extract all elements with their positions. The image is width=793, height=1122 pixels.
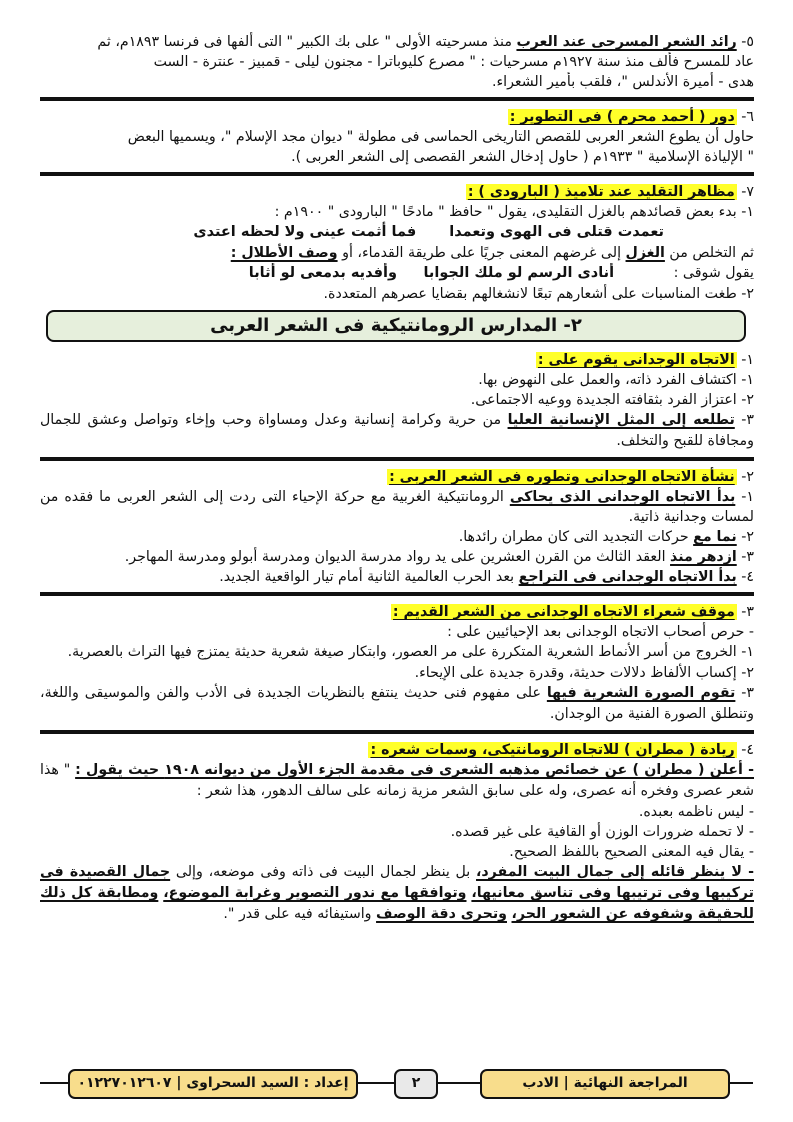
romantic-s3-intro: - حرص أصحاب الاتجاه الوجدانى بعد الإحيائيين على : bbox=[447, 624, 754, 640]
underlined-term: ومطابقة كل ذلك للحقيقة وشفوفه عن الشعور الحر، bbox=[40, 885, 754, 922]
text: من حرية وكرامة إنسانية وعدل ومساواة وحب وإخاء وتواصل وعشق للجمال ومجافاة للقبح والتخلف. bbox=[40, 412, 754, 449]
romantic-s1-heading bbox=[40, 350, 754, 370]
footer-author-box: إعداد : السيد السحراوى | ٠١٢٢٧٠١٢٦٠٧ bbox=[68, 1069, 358, 1099]
underlined-term: بدأ الاتجاه الوجدانى فى التراجع bbox=[518, 569, 737, 585]
underlined-term: بدأ الاتجاه الوجدانى الذى يحاكى bbox=[509, 489, 736, 505]
item-number: ١- bbox=[741, 352, 754, 368]
page-footer bbox=[0, 1064, 793, 1104]
text: واستيفائه فيه على قدر ". bbox=[223, 906, 372, 922]
romantic-s1-p3 bbox=[40, 410, 754, 452]
romantic-s3-title: موقف شعراء الاتجاه الوجدانى من الشعر القديم : bbox=[392, 604, 735, 620]
item-5-title: رائد الشعر المسرحى عند العرب bbox=[516, 34, 737, 50]
underlined-term: وتحرى دقة الوصف bbox=[376, 906, 507, 922]
item-7-heading bbox=[40, 182, 754, 202]
romantic-s2-p1 bbox=[40, 487, 754, 527]
text: بعد الحرب العالمية الثانية أمام تيار الواقعية الجديد. bbox=[219, 569, 515, 585]
divider bbox=[40, 592, 754, 596]
item-5-line-3: هدى - أميرة الأندلس "، فلقب بأمير الشعراء. bbox=[491, 74, 754, 90]
item-7-point-2: ٢- طغت المناسبات على أشعارهم تبعًا لانشغالهم بقضايا عصرهم المتعددة. bbox=[323, 286, 754, 302]
item-number: ٦- bbox=[741, 109, 754, 125]
divider bbox=[40, 457, 754, 461]
verse-hemistich-1: أنادى الرسم لو ملك الجوابا bbox=[423, 265, 615, 281]
romantic-s4-p1 bbox=[40, 760, 754, 802]
underlined-term: نما مع bbox=[693, 529, 737, 545]
item-number: ٤- bbox=[741, 569, 754, 585]
document-page bbox=[40, 32, 754, 925]
underlined-term: تطلعه إلى المثل الإنسانية العليا bbox=[507, 412, 735, 428]
item-number: ٣- bbox=[741, 412, 754, 428]
romantic-s3-p3 bbox=[40, 683, 754, 725]
divider bbox=[40, 730, 754, 734]
romantic-s2-p2 bbox=[40, 527, 754, 547]
romantic-s2-p4 bbox=[40, 567, 754, 587]
text: إلى غرضهم المعنى جريًا على طريقة القدماء، أو bbox=[342, 245, 622, 261]
item-6-heading bbox=[40, 107, 754, 127]
romantic-s3-heading bbox=[40, 602, 754, 622]
romantic-s4-b3: - يقال فيه المعنى الصحيح باللفظ الصحيح. bbox=[509, 844, 754, 860]
verse-hemistich-2: وأفديه بدمعى لو أثابا bbox=[248, 265, 397, 281]
item-5-text: منذ مسرحيته الأولى " على بك الكبير " التى ألفها فى فرنسا ١٨٩٣م، ثم bbox=[97, 34, 512, 50]
text: الرومانتيكية الغربية مع حركة الإحياء التى ردت إلى الشعر العربى ما فقده من لمسات وجدانية ذاتية. bbox=[40, 489, 754, 525]
item-7-point-1: ١- بدء بعض قصائدهم بالغزل التقليدى، يقول " حافظ " مادحًا " البارودى " ١٩٠٠م : bbox=[274, 204, 754, 220]
divider bbox=[40, 97, 754, 101]
item-number: ٣- bbox=[741, 549, 754, 565]
romantic-s2-p3 bbox=[40, 547, 754, 567]
romantic-s1-p1: ١- اكتشاف الفرد ذاته، والعمل على النهوض بها. bbox=[478, 372, 754, 388]
underlined-term: الغزل bbox=[625, 245, 665, 261]
item-7-title: مظاهر التقليد عند تلاميذ ( البارودى ) : bbox=[467, 184, 735, 200]
verse-hafez bbox=[40, 222, 754, 243]
romantic-s3-p2: ٢- إكساب الألفاظ دلالات حديثة، وقدرة جديدة على الإيحاء. bbox=[414, 665, 754, 681]
underlined-term: جمال القصيدة فى تركيبها وفى ترتيبها وفى تناسق معانيها، bbox=[40, 864, 754, 901]
underlined-term: تقوم الصورة الشعرية فيها bbox=[546, 685, 736, 701]
text: بل ينظر لجمال البيت فى ذاته وفى موضعه، وإلى bbox=[175, 864, 471, 880]
item-number: ٣- bbox=[741, 604, 754, 620]
verse-hemistich-2: فما أثمت عينى ولا لحظه اعتدى bbox=[193, 224, 417, 240]
item-number: ١- bbox=[741, 489, 754, 505]
verse-label: يقول شوقى : bbox=[673, 265, 754, 281]
text: " هذا شعر عصرى وفخره أنه عصرى، وله على سابق الشعر مزية زمانه على سالف الدهور، هذا شعر : bbox=[40, 762, 754, 799]
item-6-line-2: " الإلياذة الإسلامية " ١٩٣٣م ( حاول إدخال الشعر القصصى إلى الشعر العربى ). bbox=[291, 149, 754, 165]
item-6-title: دور ( أحمد محرم ) فى التطوير : bbox=[509, 109, 735, 125]
item-number: ٢- bbox=[741, 529, 754, 545]
item-5-line-2: عاد للمسرح فألف منذ سنة ١٩٢٧م مسرحيات : " مصرع كليوباترا - مجنون ليلى - قمبيز - عنترة - الست bbox=[153, 54, 754, 70]
item-number: ٢- bbox=[741, 469, 754, 485]
text: على مفهوم فنى حديث ينتفع بالنظريات الجديدة فى الأدب والفن والموسيقى واللغة، وتنطلق الصورة الفنية من الوجدان. bbox=[40, 685, 754, 722]
item-number: ٣- bbox=[741, 685, 754, 701]
romantic-s2-title: نشأة الاتجاه الوجدانى وتطوره فى الشعر العربى : bbox=[389, 469, 735, 485]
verse-shawqi bbox=[40, 263, 754, 284]
underlined-term: وتوافقها مع ندور التصوير وغرابة الموضوع، bbox=[163, 885, 467, 901]
underlined-term: - لا ينظر قائله إلى جمال البيت المفرد، bbox=[476, 864, 754, 880]
text: العقد الثالث من القرن العشرين على يد رواد مدرسة الديوان ومدرسة أبولو ومدرسة المهاجر. bbox=[124, 549, 666, 565]
verse-hemistich-1: تعمدت قتلى فى الهوى وتعمدا bbox=[449, 224, 664, 240]
romantic-s3-p1: ١- الخروج من أسر الأنماط الشعرية المتكررة على مر العصور، وابتكار صيغة شعرية حديثة يمتزج فيها التراث بالعصرية. bbox=[67, 644, 754, 660]
text: حركات التجديد التى كان مطران رائدها. bbox=[458, 529, 689, 545]
footer-title-box: المراجعة النهائية | الادب bbox=[480, 1069, 730, 1099]
item-6-line-1: حاول أن يطوع الشعر العربى للقصص التاريخى الحماسى فى مطولة " ديوان مجد الإسلام "، ويسميها البعض bbox=[127, 129, 754, 145]
romantic-s1-title: الاتجاه الوجدانى يقوم على : bbox=[537, 352, 735, 368]
text: ثم التخلص من bbox=[669, 245, 754, 261]
romantic-s4-b1: - ليس ناظمه بعبده. bbox=[638, 804, 754, 820]
romantic-s4-heading bbox=[40, 740, 754, 760]
romantic-s1-p2: ٢- اعتزاز الفرد بثقافته الجديدة ووعيه الاجتماعى. bbox=[470, 392, 754, 408]
item-number: ٧- bbox=[741, 184, 754, 200]
divider bbox=[40, 172, 754, 176]
page-number: ٢ bbox=[394, 1069, 438, 1099]
romantic-s4-b2: - لا تحمله ضرورات الوزن أو القافية على غير قصده. bbox=[450, 824, 754, 840]
romantic-s4-b4 bbox=[40, 862, 754, 925]
item-7-transition bbox=[40, 243, 754, 263]
section-banner: ٢- المدارس الرومانتيكية فى الشعر العربى bbox=[46, 310, 746, 342]
item-number: ٤- bbox=[741, 742, 754, 758]
underlined-term: ازدهر منذ bbox=[670, 549, 737, 565]
underlined-term: - أعلن ( مطران ) عن خصائص مذهبه الشعرى فى مقدمة الجزء الأول من ديوانه ١٩٠٨ حيث يقول : bbox=[75, 762, 754, 778]
romantic-s2-heading bbox=[40, 467, 754, 487]
item-number: ٥- bbox=[741, 34, 754, 50]
item-5-line-1 bbox=[40, 32, 754, 52]
underlined-term: وصف الأطلال : bbox=[230, 245, 338, 261]
romantic-s4-title: ريادة ( مطران ) للاتجاه الرومانتيكى، وسمات شعره : bbox=[370, 742, 735, 758]
